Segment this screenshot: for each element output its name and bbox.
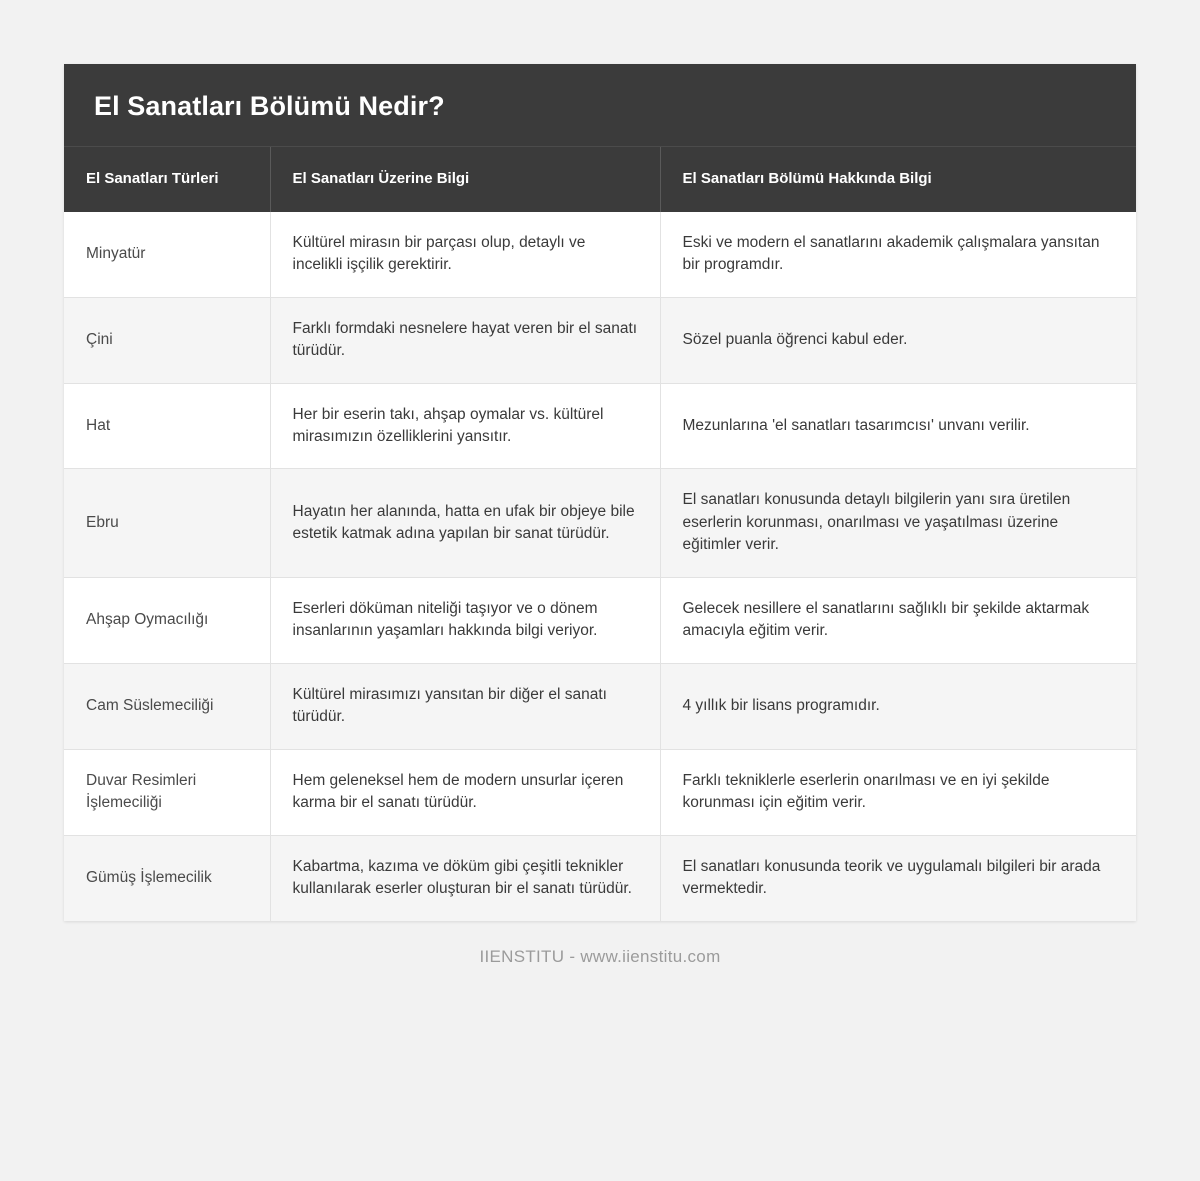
- table-body: [64, 212, 1136, 921]
- cell-department: 4 yıllık bir lisans programıdır.: [660, 663, 1136, 749]
- cell-type: Ebru: [64, 469, 270, 577]
- cell-department: Farklı tekniklerle eserlerin onarılması ve en iyi şekilde korunması için eğitim verir.: [660, 749, 1136, 835]
- cell-info: Hem geleneksel hem de modern unsurlar içeren karma bir el sanatı türüdür.: [270, 749, 660, 835]
- column-header-department: El Sanatları Bölümü Hakkında Bilgi: [660, 147, 1136, 211]
- cell-info: Kabartma, kazıma ve döküm gibi çeşitli teknikler kullanılarak eserler oluşturan bir el sanatı türüdür.: [270, 835, 660, 920]
- cell-department: El sanatları konusunda teorik ve uygulamalı bilgileri bir arada vermektedir.: [660, 835, 1136, 920]
- cell-type: Çini: [64, 297, 270, 383]
- column-header-types: El Sanatları Türleri: [64, 147, 270, 211]
- cell-info: Her bir eserin takı, ahşap oymalar vs. kültürel mirasımızın özelliklerini yansıtır.: [270, 383, 660, 469]
- cell-type: Gümüş İşlemecilik: [64, 835, 270, 920]
- table-header-row: [64, 147, 1136, 211]
- table-row: [64, 663, 1136, 749]
- table-head: [64, 147, 1136, 211]
- card-title-bar: [64, 64, 1136, 147]
- handicrafts-table: [64, 147, 1136, 920]
- table-row: [64, 835, 1136, 920]
- table-row: [64, 469, 1136, 577]
- table-row: [64, 297, 1136, 383]
- table-row: [64, 212, 1136, 297]
- source-footer: IIENSTITU - www.iienstitu.com: [479, 946, 721, 966]
- cell-type: Ahşap Oymacılığı: [64, 577, 270, 663]
- info-table-card: [64, 64, 1136, 921]
- cell-type: Hat: [64, 383, 270, 469]
- table-row: [64, 749, 1136, 835]
- cell-department: Sözel puanla öğrenci kabul eder.: [660, 297, 1136, 383]
- cell-type: Duvar Resimleri İşlemeciliği: [64, 749, 270, 835]
- cell-type: Minyatür: [64, 212, 270, 297]
- table-row: [64, 383, 1136, 469]
- cell-info: Eserleri döküman niteliği taşıyor ve o dönem insanlarının yaşamları hakkında bilgi veriyor.: [270, 577, 660, 663]
- cell-department: Eski ve modern el sanatlarını akademik çalışmalara yansıtan bir programdır.: [660, 212, 1136, 297]
- cell-info: Kültürel mirasın bir parçası olup, detaylı ve incelikli işçilik gerektirir.: [270, 212, 660, 297]
- cell-department: El sanatları konusunda detaylı bilgilerin yanı sıra üretilen eserlerin korunması, onarılması ve yaşatılması üzerine eğitimler verir.: [660, 469, 1136, 577]
- cell-info: Hayatın her alanında, hatta en ufak bir objeye bile estetik katmak adına yapılan bir sanat türüdür.: [270, 469, 660, 577]
- cell-department: Gelecek nesillere el sanatlarını sağlıklı bir şekilde aktarmak amacıyla eğitim verir.: [660, 577, 1136, 663]
- cell-type: Cam Süslemeciliği: [64, 663, 270, 749]
- column-header-info: El Sanatları Üzerine Bilgi: [270, 147, 660, 211]
- cell-info: Kültürel mirasımızı yansıtan bir diğer el sanatı türüdür.: [270, 663, 660, 749]
- cell-department: Mezunlarına 'el sanatları tasarımcısı' unvanı verilir.: [660, 383, 1136, 469]
- cell-info: Farklı formdaki nesnelere hayat veren bir el sanatı türüdür.: [270, 297, 660, 383]
- page-title: El Sanatları Bölümü Nedir?: [94, 91, 445, 121]
- table-row: [64, 577, 1136, 663]
